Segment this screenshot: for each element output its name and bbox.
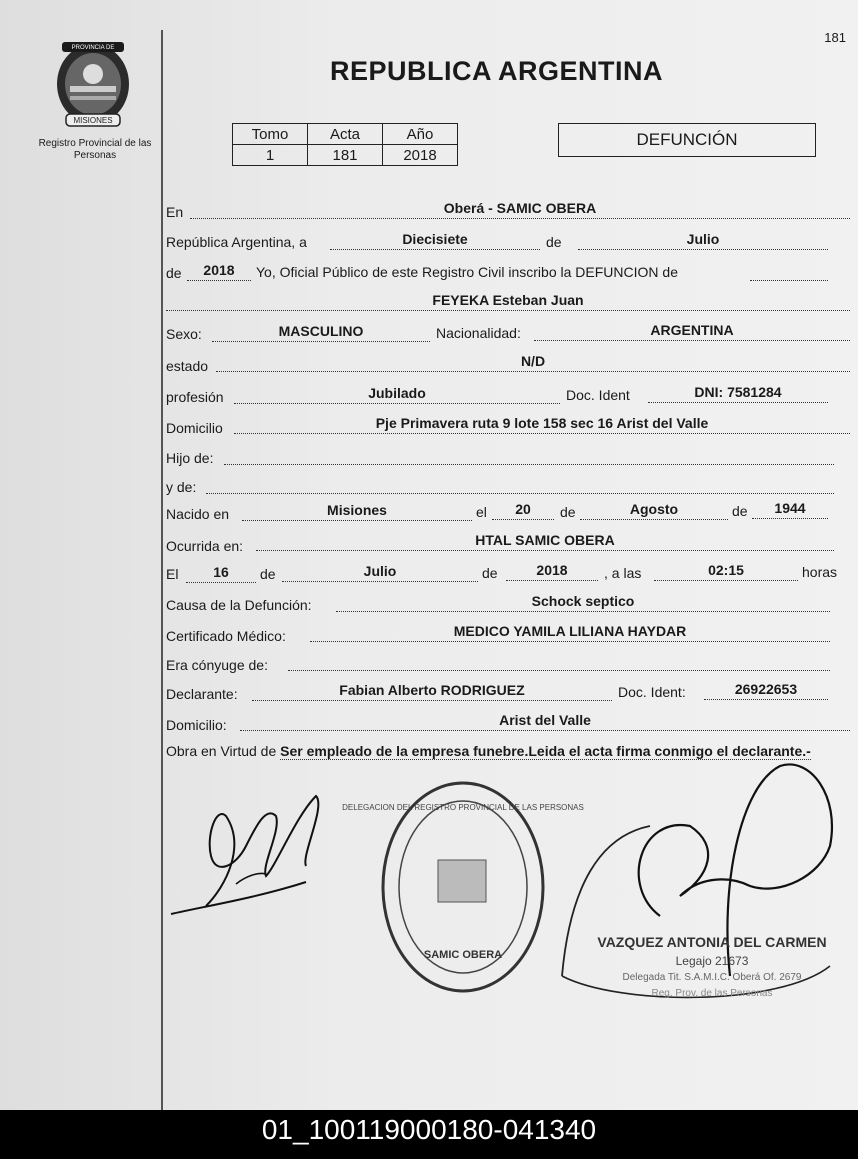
label-y-de: y de:	[166, 479, 197, 495]
label-domicilio: Domicilio	[166, 420, 223, 436]
record-type-box: DEFUNCIÓN	[558, 123, 816, 157]
official-registry: Reg. Prov. de las Personas	[651, 988, 773, 999]
label-sexo: Sexo:	[166, 326, 202, 342]
declarant-signature	[166, 786, 336, 920]
anio-value: 2018	[383, 145, 458, 166]
label-estado: estado	[166, 358, 209, 374]
field-causa: Schock septico	[336, 593, 830, 612]
field-declarante: Fabian Alberto RODRIGUEZ	[252, 682, 612, 701]
label-en: En	[166, 204, 184, 220]
official-legajo: Legajo 21673	[675, 954, 749, 968]
barcode-footer: 01_100119000180-041340	[0, 1110, 858, 1159]
label-conyuge: Era cónyuge de:	[166, 657, 268, 673]
field-defuncion-mes: Julio	[282, 563, 478, 582]
anio-header: Año	[383, 124, 458, 145]
label-certificado: Certificado Médico:	[166, 628, 286, 644]
field-nombre: FEYEKA Esteban Juan	[166, 292, 850, 311]
page-number: 181	[824, 30, 846, 45]
field-documento: DNI: 7581284	[648, 384, 828, 403]
official-seal-stamp	[342, 780, 584, 994]
official-office: Delegada Tit. S.A.M.I.C. Oberá Of. 2679	[622, 972, 802, 983]
label-doc-ident: Doc. Ident	[566, 387, 630, 403]
label-domicilio-2: Domicilio:	[166, 717, 227, 733]
field-mes-inscripcion: Julio	[578, 231, 828, 250]
label-de-2: de	[166, 265, 182, 281]
label-doc-ident-2: Doc. Ident:	[618, 684, 686, 700]
label-declarante: Declarante:	[166, 686, 238, 702]
label-de-3: de	[560, 504, 576, 520]
field-sexo: MASCULINO	[212, 323, 430, 342]
field-profesion: Jubilado	[234, 385, 560, 404]
field-declarante-doc: 26922653	[704, 681, 828, 700]
label-horas: horas	[802, 564, 838, 580]
field-defuncion-dia: 16	[186, 564, 256, 583]
field-obra: Ser empleado de la empresa funebre.Leida el acta firma conmigo el declarante.-	[280, 743, 811, 759]
field-domicilio: Pje Primavera ruta 9 lote 158 sec 16 Arist del Valle	[234, 415, 850, 434]
logo-top-text: PROVINCIA DE	[71, 45, 115, 51]
field-nacido-en: Misiones	[242, 502, 472, 521]
label-causa: Causa de la Defunción:	[166, 597, 312, 613]
label-de-1: de	[546, 234, 562, 250]
label-profesion: profesión	[166, 389, 224, 405]
acta-value: 181	[308, 145, 383, 166]
label-hijo-de: Hijo de:	[166, 450, 214, 466]
field-dia-inscripcion: Diecisiete	[330, 231, 540, 250]
official-name: VAZQUEZ ANTONIA DEL CARMEN	[597, 934, 827, 950]
field-nacimiento-anio: 1944	[752, 500, 828, 519]
label-republica: República Argentina, a	[166, 234, 307, 250]
label-a-las: , a las	[604, 565, 642, 581]
label-inscribo: Yo, Oficial Público de este Registro Civil inscribo la DEFUNCION de	[256, 264, 678, 280]
logo-bottom-text: MISIONES	[73, 116, 113, 125]
field-nacimiento-mes: Agosto	[580, 501, 728, 520]
tomo-header: Tomo	[233, 124, 308, 145]
field-lugar: Oberá - SAMIC OBERA	[190, 200, 850, 219]
acta-header: Acta	[308, 124, 383, 145]
field-y-de	[206, 475, 834, 494]
label-de-4: de	[732, 503, 748, 519]
field-nacimiento-dia: 20	[492, 501, 554, 520]
margin-line	[161, 30, 163, 1110]
registry-label: Registro Provincial de las Personas	[38, 138, 152, 161]
field-defuncion-anio: 2018	[506, 562, 598, 581]
document-title: REPUBLICA ARGENTINA	[330, 56, 663, 86]
label-obra: Obra en Virtud de	[166, 743, 277, 759]
label-de-5: de	[260, 566, 276, 582]
field-conyuge	[288, 652, 830, 671]
field-hora: 02:15	[654, 562, 798, 581]
province-coat-of-arms-logo	[52, 38, 134, 130]
field-hijo-de	[224, 446, 834, 465]
label-ocurrida-en: Ocurrida en:	[166, 538, 244, 554]
field-estado: N/D	[216, 353, 850, 372]
tomo-value: 1	[233, 145, 308, 166]
tomo-acta-anio-table	[232, 123, 458, 166]
label-el: el	[476, 504, 487, 520]
field-anio-inscripcion: 2018	[187, 262, 251, 281]
label-nacido-en: Nacido en	[166, 506, 230, 522]
seal-ring-text: DELEGACION DEL REGISTRO PROVINCIAL DE LAS PERSONAS	[342, 803, 584, 812]
label-de-6: de	[482, 565, 498, 581]
label-nacionalidad: Nacionalidad:	[436, 325, 521, 341]
label-el-cap: El	[166, 566, 179, 582]
field-nacionalidad: ARGENTINA	[534, 322, 850, 341]
field-declarante-domicilio: Arist del Valle	[240, 712, 850, 731]
field-blank-1	[750, 262, 828, 281]
field-certificado: MEDICO YAMILA LILIANA HAYDAR	[310, 623, 830, 642]
seal-center-text: SAMIC OBERA	[423, 949, 503, 961]
field-ocurrida-en: HTAL SAMIC OBERA	[256, 532, 834, 551]
